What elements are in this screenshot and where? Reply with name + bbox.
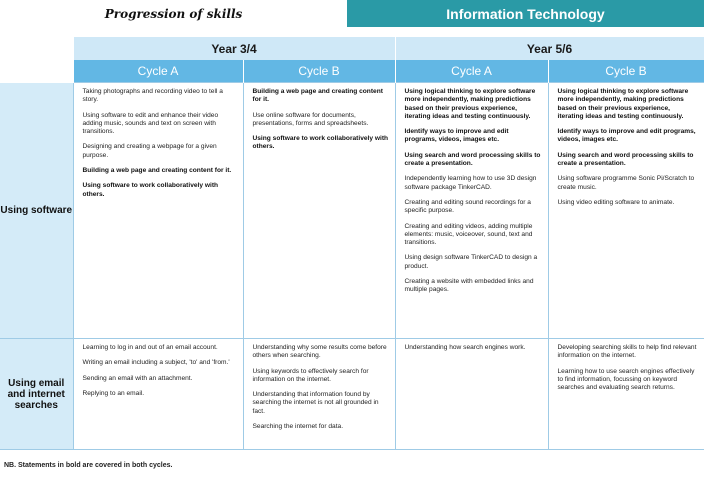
skill-statement: Taking photographs and recording video to tell a story. bbox=[82, 88, 223, 104]
table-row bbox=[0, 83, 704, 339]
skill-statement: Understanding why some results come before others when searching. bbox=[252, 344, 387, 360]
skills-cell bbox=[73, 83, 243, 339]
table-row bbox=[0, 339, 704, 450]
cycle-header: Cycle A bbox=[73, 60, 243, 83]
cycle-header: Cycle A bbox=[395, 60, 548, 83]
skills-cell bbox=[73, 339, 243, 450]
skill-statement: Using search and word processing skills to create a presentation. bbox=[404, 151, 541, 168]
skill-statement: Using keywords to effectively search for information on the internet. bbox=[252, 367, 369, 383]
corner-blank bbox=[0, 37, 73, 60]
skill-statement: Identify ways to improve and edit programs, videos, images etc. bbox=[404, 128, 509, 144]
skill-statement: Identify ways to improve and edit programs, videos, images etc. bbox=[557, 128, 696, 144]
year-header-3-4: Year 3/4 bbox=[73, 37, 395, 60]
skill-statement: Learning to log in and out of an email account. bbox=[82, 344, 218, 351]
skill-statement: Creating and editing videos, adding multiple elements: music, voiceover, sound, text and transitions. bbox=[404, 222, 533, 247]
skill-statement: Using logical thinking to explore software more independently, making predictions based on their previous experience, iterating ideas and testing continuously. bbox=[404, 88, 536, 120]
skill-statement: Developing searching skills to help find relevant information on the internet. bbox=[557, 344, 697, 360]
skill-statement: Understanding how search engines work. bbox=[404, 344, 526, 351]
skill-statement: Use online software for documents, presentations, forms and spreadsheets. bbox=[252, 111, 369, 127]
skill-statement: Using logical thinking to explore software more independently, making predictions based on their previous experience, iterating ideas and testing continuously. bbox=[557, 88, 689, 120]
bold-footnote: NB. Statements in bold are covered in both cycles. bbox=[4, 462, 173, 469]
subject-banner: Information Technology bbox=[347, 0, 704, 27]
skill-statement: Understanding that information found by searching the internet is not all grounded in fact. bbox=[252, 391, 379, 415]
skill-statement: Using software to work collaboratively with others. bbox=[252, 135, 389, 151]
row-label-using-software: Using software bbox=[0, 83, 73, 339]
skill-statement: Using search and word processing skills to create a presentation. bbox=[557, 151, 694, 168]
skill-statement: Designing and creating a webpage for a given purpose. bbox=[82, 143, 217, 159]
progression-of-skills-title: Progression of skills bbox=[104, 6, 243, 21]
skill-statement: Using software to edit and enhance their video adding music, sounds and text on screen with transitions. bbox=[82, 111, 219, 136]
skill-statement: Writing an email including a subject, 'to' and 'from.' bbox=[82, 359, 230, 367]
corner-blank-2 bbox=[0, 60, 73, 83]
skills-cell bbox=[548, 83, 704, 339]
skill-statement: Replying to an email. bbox=[82, 389, 145, 397]
skills-cell bbox=[243, 83, 395, 339]
row-label-email-internet: Using email and internet searches bbox=[0, 339, 73, 450]
skill-statement: Learning how to use search engines effectively to find information, focussing on keyword searches and evaluating search returns. bbox=[557, 367, 695, 392]
skill-statement: Building a web page and creating content for it. bbox=[252, 88, 383, 104]
year-header-5-6: Year 5/6 bbox=[395, 37, 704, 60]
skill-statement: Using software to work collaboratively with others. bbox=[82, 182, 219, 198]
skills-cell bbox=[395, 339, 548, 450]
skills-cell bbox=[395, 83, 548, 339]
skills-cell bbox=[243, 339, 395, 450]
skills-cell bbox=[548, 339, 704, 450]
skill-statement: Using software programme Sonic Pi/Scratch to create music. bbox=[557, 175, 695, 191]
cycle-header: Cycle B bbox=[548, 60, 704, 83]
skill-statement: Independently learning how to use 3D design software package TinkerCAD. bbox=[404, 175, 537, 191]
skill-statement: Building a web page and creating content for it. bbox=[82, 167, 232, 175]
skills-table bbox=[0, 37, 704, 450]
cycle-header: Cycle B bbox=[243, 60, 395, 83]
skill-statement: Searching the internet for data. bbox=[252, 423, 344, 431]
skill-statement: Using video editing software to animate. bbox=[557, 198, 675, 206]
skill-statement: Sending an email with an attachment. bbox=[82, 374, 193, 382]
skill-statement: Creating a website with embedded links and multiple pages. bbox=[404, 278, 534, 294]
skill-statement: Using design software TinkerCAD to design a product. bbox=[404, 254, 538, 270]
skill-statement: Creating and editing sound recordings for a specific purpose. bbox=[404, 198, 531, 215]
